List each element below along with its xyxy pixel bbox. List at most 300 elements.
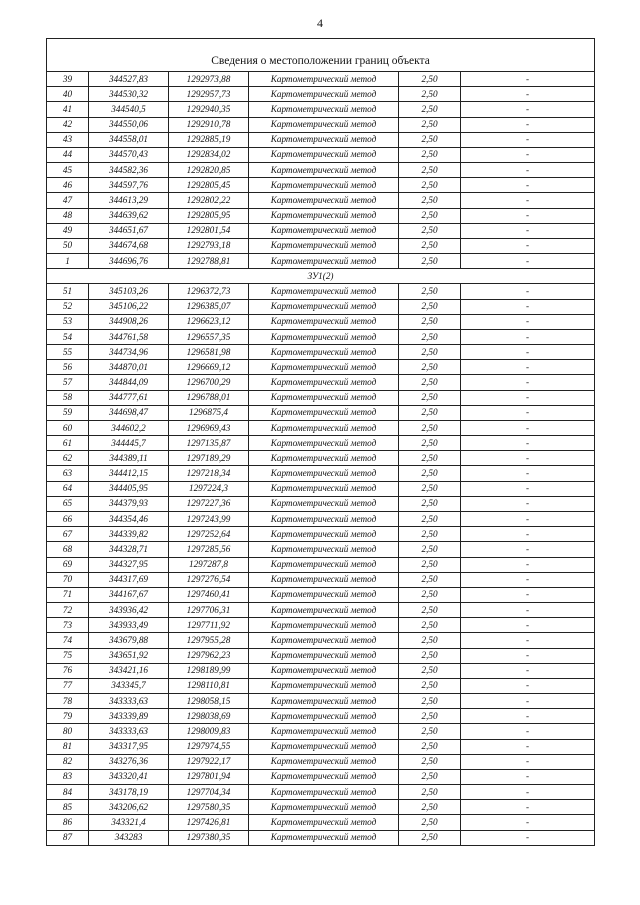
- description-cell: -: [461, 178, 595, 193]
- y-coordinate-cell: 1292885,19: [169, 132, 249, 147]
- table-row: [47, 724, 595, 739]
- method-cell: Картометрический метод: [249, 72, 399, 87]
- x-coordinate-cell: 344405,95: [89, 481, 169, 496]
- accuracy-cell: 2,50: [399, 511, 461, 526]
- description-cell: -: [461, 754, 595, 769]
- x-coordinate-cell: 343339,89: [89, 709, 169, 724]
- y-coordinate-cell: 1292820,85: [169, 163, 249, 178]
- point-number-cell: 85: [47, 800, 89, 815]
- x-coordinate-cell: 344558,01: [89, 132, 169, 147]
- y-coordinate-cell: 1296788,01: [169, 390, 249, 405]
- accuracy-cell: 2,50: [399, 496, 461, 511]
- point-number-cell: 74: [47, 633, 89, 648]
- method-cell: Картометрический метод: [249, 633, 399, 648]
- description-cell: -: [461, 390, 595, 405]
- table-row: [47, 193, 595, 208]
- x-coordinate-cell: 344844,09: [89, 375, 169, 390]
- method-cell: Картометрический метод: [249, 208, 399, 223]
- description-cell: -: [461, 511, 595, 526]
- method-cell: Картометрический метод: [249, 587, 399, 602]
- description-cell: -: [461, 360, 595, 375]
- point-number-cell: 58: [47, 390, 89, 405]
- x-coordinate-cell: 345106,22: [89, 299, 169, 314]
- point-number-cell: 78: [47, 694, 89, 709]
- y-coordinate-cell: 1296700,29: [169, 375, 249, 390]
- point-number-cell: 76: [47, 663, 89, 678]
- description-cell: -: [461, 147, 595, 162]
- point-number-cell: 86: [47, 815, 89, 830]
- method-cell: Картометрический метод: [249, 178, 399, 193]
- x-coordinate-cell: 344651,67: [89, 223, 169, 238]
- x-coordinate-cell: 344540,5: [89, 102, 169, 117]
- method-cell: Картометрический метод: [249, 785, 399, 800]
- description-cell: -: [461, 102, 595, 117]
- table-row: [47, 557, 595, 572]
- description-cell: -: [461, 633, 595, 648]
- method-cell: Картометрический метод: [249, 329, 399, 344]
- method-cell: Картометрический метод: [249, 496, 399, 511]
- point-number-cell: 70: [47, 572, 89, 587]
- description-cell: -: [461, 405, 595, 420]
- accuracy-cell: 2,50: [399, 117, 461, 132]
- y-coordinate-cell: 1298038,69: [169, 709, 249, 724]
- description-cell: -: [461, 436, 595, 451]
- x-coordinate-cell: 344696,76: [89, 254, 169, 269]
- point-number-cell: 41: [47, 102, 89, 117]
- method-cell: Картометрический метод: [249, 132, 399, 147]
- x-coordinate-cell: 344167,67: [89, 587, 169, 602]
- accuracy-cell: 2,50: [399, 132, 461, 147]
- x-coordinate-cell: 344317,69: [89, 572, 169, 587]
- point-number-cell: 66: [47, 511, 89, 526]
- method-cell: Картометрический метод: [249, 694, 399, 709]
- y-coordinate-cell: 1297243,99: [169, 511, 249, 526]
- table-row: [47, 436, 595, 451]
- point-number-cell: 69: [47, 557, 89, 572]
- x-coordinate-cell: 344527,83: [89, 72, 169, 87]
- description-cell: -: [461, 420, 595, 435]
- description-cell: -: [461, 238, 595, 253]
- accuracy-cell: 2,50: [399, 542, 461, 557]
- point-number-cell: 43: [47, 132, 89, 147]
- method-cell: Картометрический метод: [249, 163, 399, 178]
- table-row: [47, 360, 595, 375]
- x-coordinate-cell: 344870,01: [89, 360, 169, 375]
- y-coordinate-cell: 1297962,23: [169, 648, 249, 663]
- method-cell: Картометрический метод: [249, 405, 399, 420]
- point-number-cell: 73: [47, 618, 89, 633]
- x-coordinate-cell: 344354,46: [89, 511, 169, 526]
- y-coordinate-cell: 1297974,55: [169, 739, 249, 754]
- method-cell: Картометрический метод: [249, 800, 399, 815]
- description-cell: -: [461, 800, 595, 815]
- y-coordinate-cell: 1296969,43: [169, 420, 249, 435]
- accuracy-cell: 2,50: [399, 345, 461, 360]
- method-cell: Картометрический метод: [249, 511, 399, 526]
- y-coordinate-cell: 1297706,31: [169, 603, 249, 618]
- table-row: [47, 603, 595, 618]
- description-cell: -: [461, 739, 595, 754]
- y-coordinate-cell: 1296875,4: [169, 405, 249, 420]
- accuracy-cell: 2,50: [399, 360, 461, 375]
- table-row: [47, 223, 595, 238]
- accuracy-cell: 2,50: [399, 769, 461, 784]
- y-coordinate-cell: 1297711,92: [169, 618, 249, 633]
- table-row: [47, 694, 595, 709]
- point-number-cell: 54: [47, 329, 89, 344]
- table-row: [47, 254, 595, 269]
- point-number-cell: 81: [47, 739, 89, 754]
- description-cell: -: [461, 451, 595, 466]
- table-row: [47, 481, 595, 496]
- y-coordinate-cell: 1296581,98: [169, 345, 249, 360]
- x-coordinate-cell: 344339,82: [89, 527, 169, 542]
- y-coordinate-cell: 1292793,18: [169, 238, 249, 253]
- method-cell: Картометрический метод: [249, 436, 399, 451]
- description-cell: -: [461, 694, 595, 709]
- table-row: [47, 815, 595, 830]
- method-cell: Картометрический метод: [249, 754, 399, 769]
- description-cell: -: [461, 830, 595, 845]
- point-number-cell: 79: [47, 709, 89, 724]
- accuracy-cell: 2,50: [399, 678, 461, 693]
- method-cell: Картометрический метод: [249, 102, 399, 117]
- method-cell: Картометрический метод: [249, 542, 399, 557]
- point-number-cell: 71: [47, 587, 89, 602]
- method-cell: Картометрический метод: [249, 769, 399, 784]
- point-number-cell: 44: [47, 147, 89, 162]
- table-row: [47, 678, 595, 693]
- description-cell: -: [461, 299, 595, 314]
- description-cell: -: [461, 572, 595, 587]
- accuracy-cell: 2,50: [399, 329, 461, 344]
- point-number-cell: 57: [47, 375, 89, 390]
- point-number-cell: 83: [47, 769, 89, 784]
- y-coordinate-cell: 1296669,12: [169, 360, 249, 375]
- description-cell: -: [461, 709, 595, 724]
- accuracy-cell: 2,50: [399, 208, 461, 223]
- table-row: [47, 587, 595, 602]
- y-coordinate-cell: 1297955,28: [169, 633, 249, 648]
- point-number-cell: 65: [47, 496, 89, 511]
- description-cell: -: [461, 87, 595, 102]
- accuracy-cell: 2,50: [399, 724, 461, 739]
- page-number: 4: [317, 16, 323, 30]
- x-coordinate-cell: 344597,76: [89, 178, 169, 193]
- table-row: [47, 663, 595, 678]
- table-row: [47, 572, 595, 587]
- accuracy-cell: 2,50: [399, 284, 461, 299]
- point-number-cell: 40: [47, 87, 89, 102]
- method-cell: Картометрический метод: [249, 147, 399, 162]
- table-row: [47, 117, 595, 132]
- table-row: [47, 618, 595, 633]
- x-coordinate-cell: 343206,62: [89, 800, 169, 815]
- accuracy-cell: 2,50: [399, 754, 461, 769]
- y-coordinate-cell: 1297227,36: [169, 496, 249, 511]
- accuracy-cell: 2,50: [399, 481, 461, 496]
- x-coordinate-cell: 344412,15: [89, 466, 169, 481]
- y-coordinate-cell: 1298189,99: [169, 663, 249, 678]
- accuracy-cell: 2,50: [399, 815, 461, 830]
- x-coordinate-cell: 344698,47: [89, 405, 169, 420]
- y-coordinate-cell: 1298110,81: [169, 678, 249, 693]
- description-cell: -: [461, 284, 595, 299]
- y-coordinate-cell: 1292801,54: [169, 223, 249, 238]
- x-coordinate-cell: 344777,61: [89, 390, 169, 405]
- table-row: [47, 178, 595, 193]
- y-coordinate-cell: 1296623,12: [169, 314, 249, 329]
- y-coordinate-cell: 1298009,83: [169, 724, 249, 739]
- method-cell: Картометрический метод: [249, 284, 399, 299]
- table-row: [47, 147, 595, 162]
- accuracy-cell: 2,50: [399, 238, 461, 253]
- x-coordinate-cell: 343679,88: [89, 633, 169, 648]
- table-row: [47, 87, 595, 102]
- accuracy-cell: 2,50: [399, 466, 461, 481]
- x-coordinate-cell: 343333,63: [89, 694, 169, 709]
- description-cell: -: [461, 496, 595, 511]
- method-cell: Картометрический метод: [249, 815, 399, 830]
- x-coordinate-cell: 343283: [89, 830, 169, 845]
- y-coordinate-cell: 1292805,95: [169, 208, 249, 223]
- y-coordinate-cell: 1297285,56: [169, 542, 249, 557]
- accuracy-cell: 2,50: [399, 694, 461, 709]
- table-row: [47, 785, 595, 800]
- point-number-cell: 60: [47, 420, 89, 435]
- table-row: [47, 648, 595, 663]
- table-row: [47, 511, 595, 526]
- description-cell: -: [461, 314, 595, 329]
- x-coordinate-cell: 344389,11: [89, 451, 169, 466]
- point-number-cell: 67: [47, 527, 89, 542]
- x-coordinate-cell: 344550,06: [89, 117, 169, 132]
- description-cell: -: [461, 648, 595, 663]
- point-number-cell: 1: [47, 254, 89, 269]
- method-cell: Картометрический метод: [249, 420, 399, 435]
- y-coordinate-cell: 1292957,73: [169, 87, 249, 102]
- point-number-cell: 59: [47, 405, 89, 420]
- description-cell: -: [461, 163, 595, 178]
- method-cell: Картометрический метод: [249, 254, 399, 269]
- description-cell: -: [461, 587, 595, 602]
- table-row: [47, 739, 595, 754]
- accuracy-cell: 2,50: [399, 451, 461, 466]
- table-row: [47, 420, 595, 435]
- description-cell: -: [461, 785, 595, 800]
- accuracy-cell: 2,50: [399, 648, 461, 663]
- table-row: [47, 345, 595, 360]
- table-row: [47, 800, 595, 815]
- y-coordinate-cell: 1297135,87: [169, 436, 249, 451]
- accuracy-cell: 2,50: [399, 436, 461, 451]
- description-cell: -: [461, 254, 595, 269]
- x-coordinate-cell: 344734,96: [89, 345, 169, 360]
- point-number-cell: 42: [47, 117, 89, 132]
- y-coordinate-cell: 1297380,35: [169, 830, 249, 845]
- description-cell: -: [461, 557, 595, 572]
- x-coordinate-cell: 344327,95: [89, 557, 169, 572]
- y-coordinate-cell: 1297276,54: [169, 572, 249, 587]
- point-number-cell: 68: [47, 542, 89, 557]
- method-cell: Картометрический метод: [249, 223, 399, 238]
- y-coordinate-cell: 1297801,94: [169, 769, 249, 784]
- point-number-cell: 51: [47, 284, 89, 299]
- table-row: [47, 314, 595, 329]
- boundary-coordinates-table: [46, 38, 595, 846]
- accuracy-cell: 2,50: [399, 785, 461, 800]
- accuracy-cell: 2,50: [399, 663, 461, 678]
- y-coordinate-cell: 1297704,34: [169, 785, 249, 800]
- y-coordinate-cell: 1297922,17: [169, 754, 249, 769]
- method-cell: Картометрический метод: [249, 572, 399, 587]
- point-number-cell: 48: [47, 208, 89, 223]
- accuracy-cell: 2,50: [399, 163, 461, 178]
- method-cell: Картометрический метод: [249, 193, 399, 208]
- point-number-cell: 63: [47, 466, 89, 481]
- method-cell: Картометрический метод: [249, 724, 399, 739]
- x-coordinate-cell: 343345,7: [89, 678, 169, 693]
- point-number-cell: 46: [47, 178, 89, 193]
- accuracy-cell: 2,50: [399, 527, 461, 542]
- method-cell: Картометрический метод: [249, 299, 399, 314]
- accuracy-cell: 2,50: [399, 375, 461, 390]
- point-number-cell: 52: [47, 299, 89, 314]
- method-cell: Картометрический метод: [249, 466, 399, 481]
- description-cell: -: [461, 132, 595, 147]
- table-row: [47, 284, 595, 299]
- method-cell: Картометрический метод: [249, 375, 399, 390]
- section-row: [47, 269, 595, 284]
- description-cell: -: [461, 193, 595, 208]
- table-row: [47, 299, 595, 314]
- x-coordinate-cell: 343333,63: [89, 724, 169, 739]
- y-coordinate-cell: 1292788,81: [169, 254, 249, 269]
- table-row: [47, 830, 595, 845]
- table-row: [47, 132, 595, 147]
- point-number-cell: 61: [47, 436, 89, 451]
- x-coordinate-cell: 343651,92: [89, 648, 169, 663]
- accuracy-cell: 2,50: [399, 739, 461, 754]
- method-cell: Картометрический метод: [249, 360, 399, 375]
- point-number-cell: 62: [47, 451, 89, 466]
- y-coordinate-cell: 1297426,81: [169, 815, 249, 830]
- method-cell: Картометрический метод: [249, 603, 399, 618]
- description-cell: -: [461, 815, 595, 830]
- y-coordinate-cell: 1297224,3: [169, 481, 249, 496]
- table-row: [47, 754, 595, 769]
- table-row: [47, 451, 595, 466]
- y-coordinate-cell: 1297287,8: [169, 557, 249, 572]
- description-cell: -: [461, 618, 595, 633]
- description-cell: -: [461, 724, 595, 739]
- table-title-row: [47, 39, 595, 72]
- method-cell: Картометрический метод: [249, 87, 399, 102]
- accuracy-cell: 2,50: [399, 72, 461, 87]
- x-coordinate-cell: 344674,68: [89, 238, 169, 253]
- accuracy-cell: 2,50: [399, 147, 461, 162]
- description-cell: -: [461, 375, 595, 390]
- x-coordinate-cell: 344908,26: [89, 314, 169, 329]
- description-cell: -: [461, 466, 595, 481]
- accuracy-cell: 2,50: [399, 223, 461, 238]
- description-cell: -: [461, 223, 595, 238]
- method-cell: Картометрический метод: [249, 739, 399, 754]
- table-row: [47, 163, 595, 178]
- point-number-cell: 87: [47, 830, 89, 845]
- accuracy-cell: 2,50: [399, 587, 461, 602]
- y-coordinate-cell: 1292940,35: [169, 102, 249, 117]
- table-row: [47, 329, 595, 344]
- method-cell: Картометрический метод: [249, 709, 399, 724]
- y-coordinate-cell: 1296385,07: [169, 299, 249, 314]
- description-cell: -: [461, 117, 595, 132]
- x-coordinate-cell: 344602,2: [89, 420, 169, 435]
- method-cell: Картометрический метод: [249, 618, 399, 633]
- method-cell: Картометрический метод: [249, 345, 399, 360]
- point-number-cell: 47: [47, 193, 89, 208]
- y-coordinate-cell: 1297218,34: [169, 466, 249, 481]
- x-coordinate-cell: 344582,36: [89, 163, 169, 178]
- accuracy-cell: 2,50: [399, 633, 461, 648]
- accuracy-cell: 2,50: [399, 800, 461, 815]
- description-cell: -: [461, 481, 595, 496]
- table-row: [47, 709, 595, 724]
- table-row: [47, 102, 595, 117]
- y-coordinate-cell: 1298058,15: [169, 694, 249, 709]
- y-coordinate-cell: 1292834,02: [169, 147, 249, 162]
- description-cell: -: [461, 208, 595, 223]
- y-coordinate-cell: 1292802,22: [169, 193, 249, 208]
- accuracy-cell: 2,50: [399, 314, 461, 329]
- point-number-cell: 64: [47, 481, 89, 496]
- point-number-cell: 45: [47, 163, 89, 178]
- accuracy-cell: 2,50: [399, 405, 461, 420]
- method-cell: Картометрический метод: [249, 238, 399, 253]
- method-cell: Картометрический метод: [249, 678, 399, 693]
- method-cell: Картометрический метод: [249, 830, 399, 845]
- table-title-cell: [47, 39, 595, 72]
- table-row: [47, 542, 595, 557]
- accuracy-cell: 2,50: [399, 390, 461, 405]
- table-row: [47, 466, 595, 481]
- x-coordinate-cell: 343936,42: [89, 603, 169, 618]
- x-coordinate-cell: 344639,62: [89, 208, 169, 223]
- x-coordinate-cell: 343321,4: [89, 815, 169, 830]
- table-row: [47, 633, 595, 648]
- x-coordinate-cell: 343933,49: [89, 618, 169, 633]
- method-cell: Картометрический метод: [249, 663, 399, 678]
- table-row: [47, 769, 595, 784]
- x-coordinate-cell: 344761,58: [89, 329, 169, 344]
- x-coordinate-cell: 343320,41: [89, 769, 169, 784]
- accuracy-cell: 2,50: [399, 299, 461, 314]
- accuracy-cell: 2,50: [399, 420, 461, 435]
- point-number-cell: 84: [47, 785, 89, 800]
- x-coordinate-cell: 343317,95: [89, 739, 169, 754]
- accuracy-cell: 2,50: [399, 618, 461, 633]
- description-cell: -: [461, 663, 595, 678]
- y-coordinate-cell: 1297460,41: [169, 587, 249, 602]
- table-row: [47, 208, 595, 223]
- point-number-cell: 82: [47, 754, 89, 769]
- method-cell: Картометрический метод: [249, 527, 399, 542]
- description-cell: -: [461, 527, 595, 542]
- accuracy-cell: 2,50: [399, 709, 461, 724]
- table-row: [47, 527, 595, 542]
- point-number-cell: 55: [47, 345, 89, 360]
- table-title: Сведения о местоположении границ объекта: [211, 54, 430, 67]
